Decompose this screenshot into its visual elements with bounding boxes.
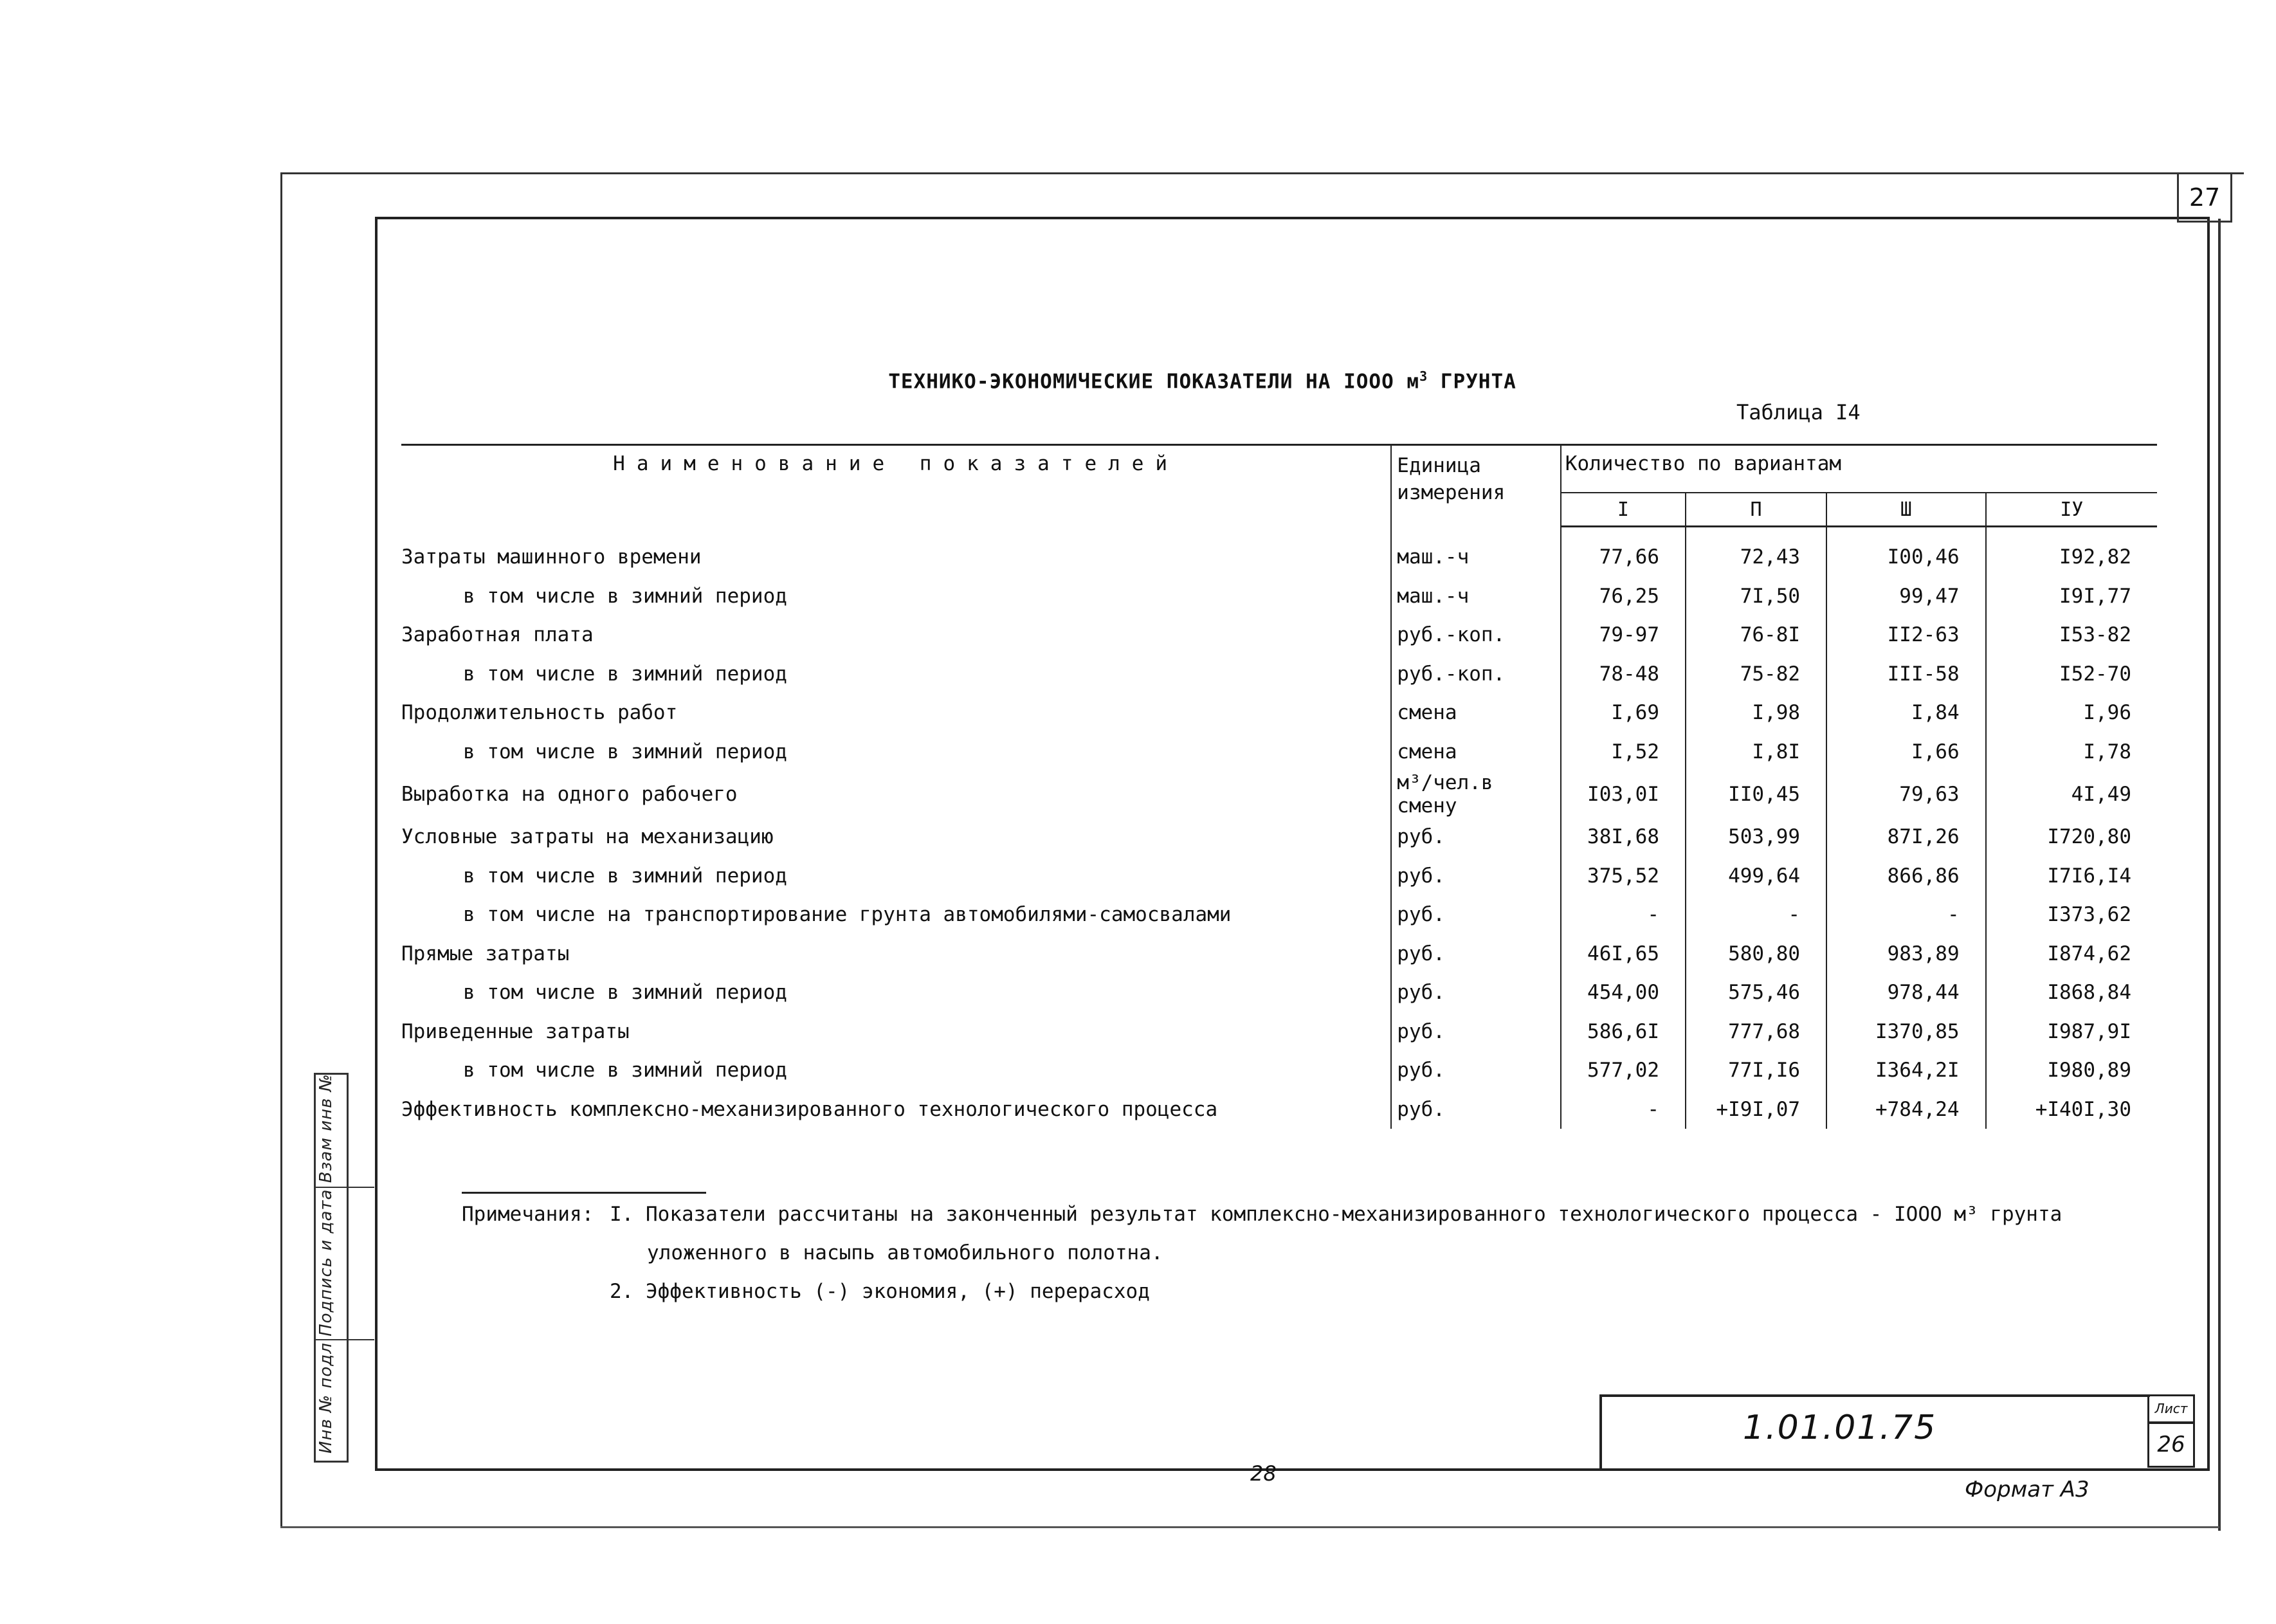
table-row bbox=[401, 935, 2157, 974]
row-value-variant-4: I373,62 bbox=[1986, 895, 2157, 935]
header-unit-line2: измерения bbox=[1397, 481, 1506, 504]
table-row bbox=[401, 655, 2157, 694]
row-name: Заработная плата bbox=[401, 623, 594, 647]
row-unit: м³/чел.в смену bbox=[1391, 771, 1561, 817]
row-value-variant-2: 503,99 bbox=[1686, 817, 1826, 857]
row-value-variant-3: III-58 bbox=[1826, 655, 1986, 694]
row-unit: смена bbox=[1391, 693, 1561, 733]
table-row bbox=[401, 527, 2157, 577]
frame-right-edge bbox=[2218, 219, 2221, 1531]
row-value-variant-4: I52-70 bbox=[1986, 655, 2157, 694]
row-value-variant-1: 78-48 bbox=[1561, 655, 1686, 694]
row-name: Прямые затраты bbox=[401, 942, 570, 965]
note-2: 2. Эффективность (-) экономия, (+) перерасход bbox=[610, 1280, 1150, 1303]
row-value-variant-3: II2-63 bbox=[1826, 616, 1986, 655]
row-value-variant-4: I987,9I bbox=[1986, 1012, 2157, 1052]
row-value-variant-2: 575,46 bbox=[1686, 973, 1826, 1012]
header-quantity: Количество по вариантам bbox=[1561, 445, 2157, 493]
row-value-variant-3: 866,86 bbox=[1826, 857, 1986, 896]
row-value-variant-1: I,52 bbox=[1561, 733, 1686, 772]
document-code: 1.01.01.75 bbox=[1743, 1409, 1937, 1447]
row-value-variant-1: 586,6I bbox=[1561, 1012, 1686, 1052]
table-row bbox=[401, 857, 2157, 896]
notes-label: Примечания: bbox=[462, 1203, 594, 1226]
row-value-variant-4: I92,82 bbox=[1986, 527, 2157, 577]
row-value-variant-4: +I40I,30 bbox=[1986, 1090, 2157, 1129]
row-unit: руб. bbox=[1391, 1090, 1561, 1129]
row-value-variant-3: I,84 bbox=[1826, 693, 1986, 733]
row-value-variant-1: 77,66 bbox=[1561, 527, 1686, 577]
row-name: в том числе в зимний период bbox=[463, 864, 787, 888]
row-value-variant-3: I,66 bbox=[1826, 733, 1986, 772]
row-name: Условные затраты на механизацию bbox=[401, 825, 774, 849]
table-row bbox=[401, 693, 2157, 733]
row-value-variant-4: I,96 bbox=[1986, 693, 2157, 733]
row-value-variant-4: I720,80 bbox=[1986, 817, 2157, 857]
table-row bbox=[401, 895, 2157, 935]
row-name: в том числе в зимний период bbox=[463, 740, 787, 763]
sheet-label: Лист bbox=[2147, 1394, 2195, 1424]
row-value-variant-2: 580,80 bbox=[1686, 935, 1826, 974]
header-unit-line1: Единица bbox=[1397, 454, 1481, 477]
row-value-variant-3: I00,46 bbox=[1826, 527, 1986, 577]
title-sup: 3 bbox=[1419, 369, 1428, 384]
table-row bbox=[401, 817, 2157, 857]
row-value-variant-3: - bbox=[1826, 895, 1986, 935]
row-value-variant-1: 38I,68 bbox=[1561, 817, 1686, 857]
row-value-variant-2: +I9I,07 bbox=[1686, 1090, 1826, 1129]
row-unit: руб. bbox=[1391, 857, 1561, 896]
row-name: в том числе в зимний период bbox=[463, 662, 787, 686]
row-unit: руб. bbox=[1391, 935, 1561, 974]
table-row bbox=[401, 733, 2157, 772]
row-value-variant-3: I364,2I bbox=[1826, 1051, 1986, 1090]
row-value-variant-4: I,78 bbox=[1986, 733, 2157, 772]
row-value-variant-1: - bbox=[1561, 1090, 1686, 1129]
row-unit: маш.-ч bbox=[1391, 527, 1561, 577]
notes-separator bbox=[462, 1192, 706, 1194]
table-label: Таблица I4 bbox=[1736, 400, 1861, 424]
table-body bbox=[401, 527, 2157, 1129]
table-row bbox=[401, 771, 2157, 817]
bottom-page-number: 28 bbox=[1250, 1461, 1277, 1486]
row-name: Продолжительность работ bbox=[401, 701, 678, 725]
document-title bbox=[0, 369, 2276, 393]
row-unit: руб.-коп. bbox=[1391, 655, 1561, 694]
note-1-line-1: I. Показатели рассчитаны на законченный результат комплексно-механизированного технологического процесса - IOOO м³ грунта bbox=[610, 1203, 2062, 1226]
row-value-variant-2: II0,45 bbox=[1686, 771, 1826, 817]
row-value-variant-2: 499,64 bbox=[1686, 857, 1826, 896]
row-name: Затраты машинного времени bbox=[401, 545, 702, 569]
row-unit: руб. bbox=[1391, 973, 1561, 1012]
row-value-variant-1: 375,52 bbox=[1561, 857, 1686, 896]
row-value-variant-1: 577,02 bbox=[1561, 1051, 1686, 1090]
row-value-variant-4: I9I,77 bbox=[1986, 577, 2157, 616]
page-number: 27 bbox=[2177, 172, 2232, 223]
row-value-variant-2: 72,43 bbox=[1686, 527, 1826, 577]
row-value-variant-1: 76,25 bbox=[1561, 577, 1686, 616]
header-variant-4: IУ bbox=[1986, 493, 2157, 527]
row-value-variant-4: I53-82 bbox=[1986, 616, 2157, 655]
row-value-variant-1: 46I,65 bbox=[1561, 935, 1686, 974]
row-value-variant-3: 978,44 bbox=[1826, 973, 1986, 1012]
row-value-variant-3: 87I,26 bbox=[1826, 817, 1986, 857]
header-variant-2: П bbox=[1686, 493, 1826, 527]
row-unit: смена bbox=[1391, 733, 1561, 772]
row-value-variant-3: 983,89 bbox=[1826, 935, 1986, 974]
row-name: в том числе в зимний период bbox=[463, 584, 787, 608]
row-value-variant-2: 7I,50 bbox=[1686, 577, 1826, 616]
table-row bbox=[401, 577, 2157, 616]
row-unit: руб.-коп. bbox=[1391, 616, 1561, 655]
row-unit: маш.-ч bbox=[1391, 577, 1561, 616]
bottom-border bbox=[280, 1526, 2219, 1528]
row-name: в том числе в зимний период bbox=[463, 981, 787, 1005]
row-value-variant-2: 75-82 bbox=[1686, 655, 1826, 694]
row-value-variant-3: 99,47 bbox=[1826, 577, 1986, 616]
table-row bbox=[401, 973, 2157, 1012]
binding-strip-text: Инв № подл Подпись и дата Взам инв № bbox=[316, 1073, 336, 1454]
row-unit: руб. bbox=[1391, 1051, 1561, 1090]
row-name: в том числе на транспортирование грунта автомобилями-самосвалами bbox=[463, 903, 1232, 927]
sheet-number: 26 bbox=[2147, 1421, 2195, 1468]
header-variant-3: Ш bbox=[1826, 493, 1986, 527]
header-variant-1: I bbox=[1561, 493, 1686, 527]
row-value-variant-4: 4I,49 bbox=[1986, 771, 2157, 817]
row-value-variant-1: I,69 bbox=[1561, 693, 1686, 733]
format-label: Формат А3 bbox=[1965, 1477, 2089, 1502]
row-value-variant-3: +784,24 bbox=[1826, 1090, 1986, 1129]
note-1-line-2: уложенного в насыпь автомобильного полотна. bbox=[647, 1241, 1163, 1264]
row-value-variant-1: - bbox=[1561, 895, 1686, 935]
title-suffix: ГРУНТА bbox=[1428, 370, 1516, 394]
row-name: в том числе в зимний период bbox=[463, 1059, 787, 1082]
row-value-variant-2: 77I,I6 bbox=[1686, 1051, 1826, 1090]
row-value-variant-3: 79,63 bbox=[1826, 771, 1986, 817]
row-value-variant-4: I7I6,I4 bbox=[1986, 857, 2157, 896]
row-unit: руб. bbox=[1391, 895, 1561, 935]
row-unit: руб. bbox=[1391, 1012, 1561, 1052]
row-value-variant-3: I370,85 bbox=[1826, 1012, 1986, 1052]
row-name: Выработка на одного рабочего bbox=[401, 783, 738, 806]
row-value-variant-4: I980,89 bbox=[1986, 1051, 2157, 1090]
row-value-variant-2: I,8I bbox=[1686, 733, 1826, 772]
header-unit bbox=[1391, 445, 1561, 527]
row-value-variant-1: 454,00 bbox=[1561, 973, 1686, 1012]
row-value-variant-2: 777,68 bbox=[1686, 1012, 1826, 1052]
row-unit: руб. bbox=[1391, 817, 1561, 857]
row-value-variant-2: - bbox=[1686, 895, 1826, 935]
row-value-variant-2: 76-8I bbox=[1686, 616, 1826, 655]
row-name: Приведенные затраты bbox=[401, 1019, 630, 1043]
row-name: Эффективность комплексно-механизированного технологического процесса bbox=[401, 1097, 1218, 1121]
indicators-table bbox=[401, 444, 2157, 1129]
row-value-variant-1: 79-97 bbox=[1561, 616, 1686, 655]
header-name: Наименование показателей bbox=[401, 445, 1391, 527]
table-row bbox=[401, 1090, 2157, 1129]
row-value-variant-4: I874,62 bbox=[1986, 935, 2157, 974]
row-value-variant-2: I,98 bbox=[1686, 693, 1826, 733]
row-value-variant-1: I03,0I bbox=[1561, 771, 1686, 817]
table-row bbox=[401, 1012, 2157, 1052]
table-row bbox=[401, 616, 2157, 655]
title-prefix: ТЕХНИКО-ЭКОНОМИЧЕСКИЕ ПОКАЗАТЕЛИ НА IOOO м bbox=[888, 370, 1420, 394]
table-row bbox=[401, 1051, 2157, 1090]
row-value-variant-4: I868,84 bbox=[1986, 973, 2157, 1012]
